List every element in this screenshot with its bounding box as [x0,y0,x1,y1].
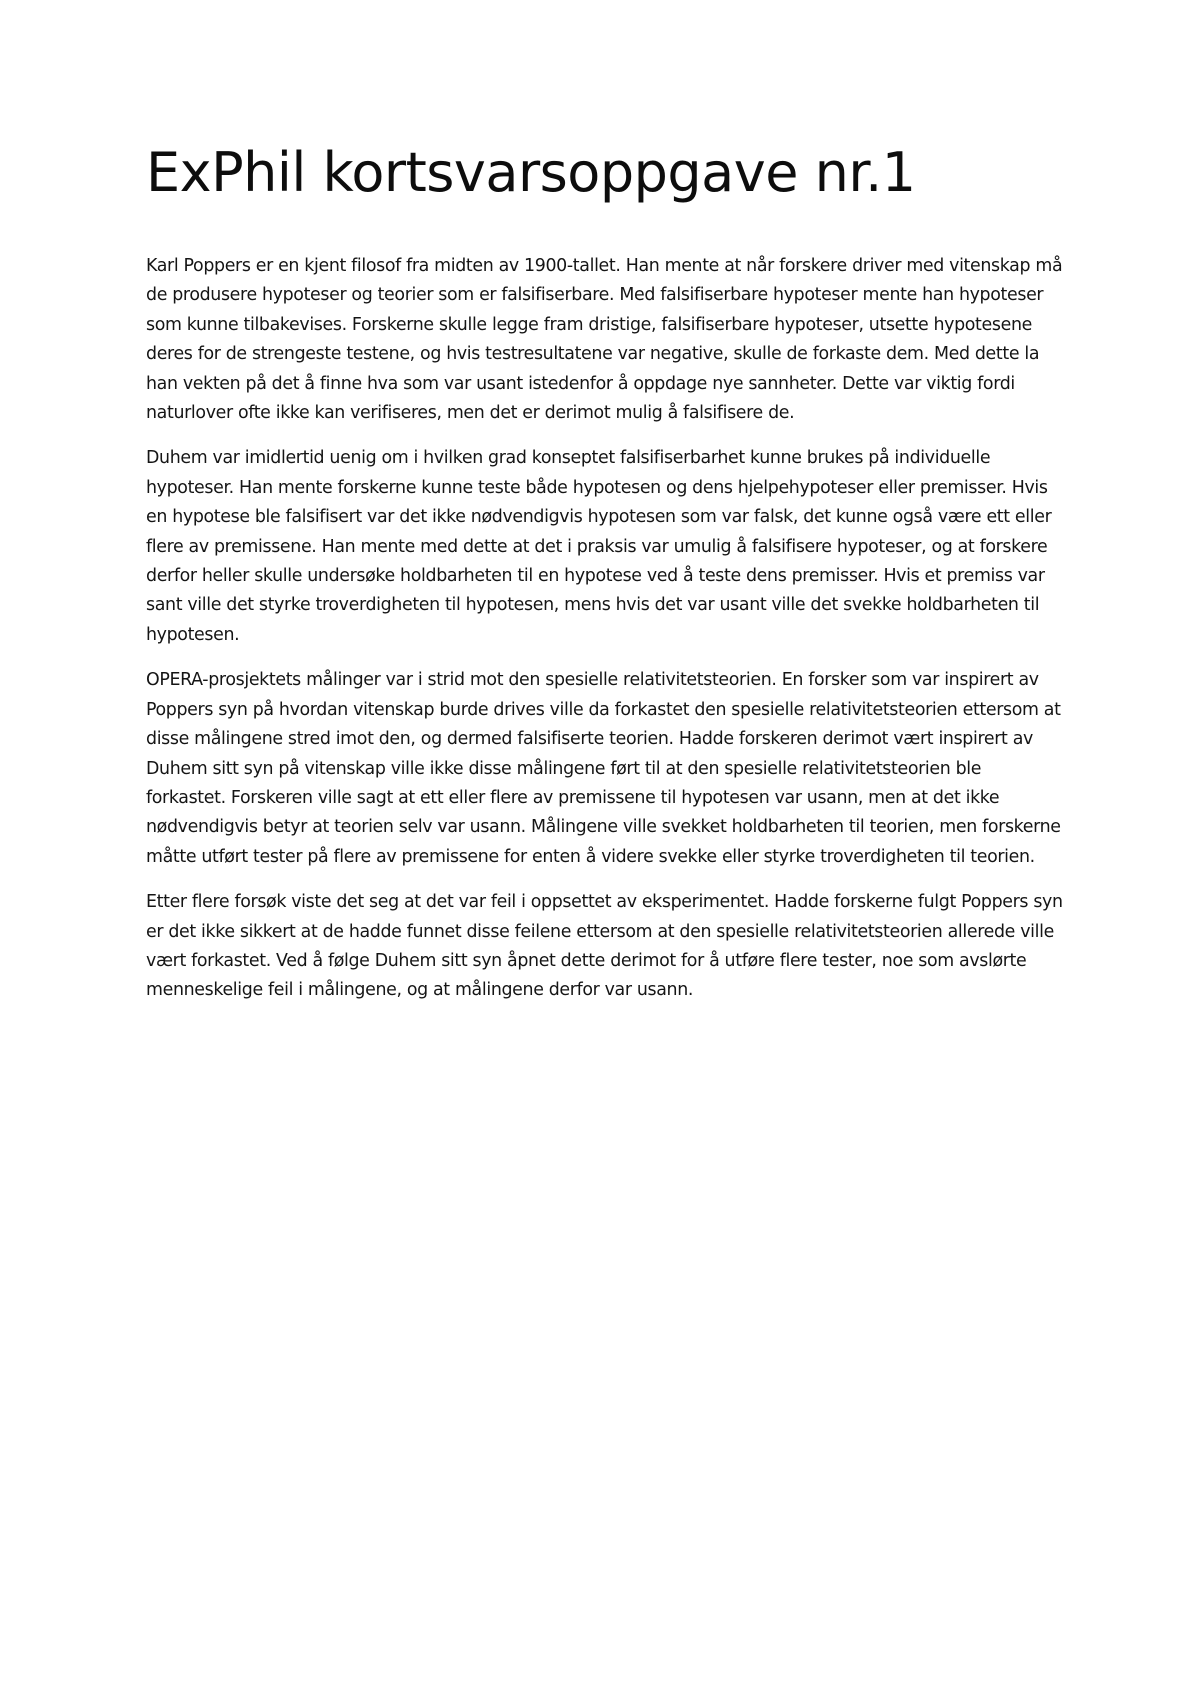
paragraph-conclusion: Etter flere forsøk viste det seg at det var feil i oppsettet av eksperimentet. Hadde forskerne fulgt Poppers syn er det ikke sikkert at de hadde funnet disse feilene ettersom at den spesielle relativitetsteorien allerede ville vært forkastet. Ved å følge Duhem sitt syn åpnet dette derimot for å utføre flere tester, noe som avslørte menneskelige feil i målingene, og at målingene derfor var usann. [146,892,1063,1001]
paragraph-opera: OPERA-prosjektets målinger var i strid mot den spesielle relativitetsteorien. En forsker som var inspirert av Poppers syn på hvordan vitenskap burde drives ville da forkastet den spesielle relativitetsteorien ettersom at disse målingene stred imot den, og dermed falsifiserte teorien. Hadde forskeren derimot vært inspirert av Duhem sitt syn på vitenskap ville ikke disse målingene ført til at den spesielle relativitetsteorien ble forkastet. Forskeren ville sagt at ett eller flere av premissene til hypotesen var usann, men at det ikke nødvendigvis betyr at teorien selv var usann. Målingene ville svekket holdbarheten til teorien, men forskerne måtte utført tester på flere av premissene for enten å videre svekke eller styrke troverdigheten til teorien. [146,670,1061,867]
paragraph-duhem: Duhem var imidlertid uenig om i hvilken grad konseptet falsifiserbarhet kunne brukes på individuelle hypoteser. Han mente forskerne kunne teste både hypotesen og dens hjelpehypoteser eller premisser. Hvis en hypotese ble falsifisert var det ikke nødvendigvis hypotesen som var falsk, det kunne også være ett eller flere av premissene. Han mente med dette at det i praksis var umulig å falsifisere hypoteser, og at forskere derfor heller skulle undersøke holdbarheten til en hypotese ved å teste dens premisser. Hvis et premiss var sant ville det styrke troverdigheten til hypotesen, mens hvis det var usant ville det svekke holdbarheten til hypotesen. [146,448,1052,645]
document-body [146,252,1066,1006]
document-content [146,138,1066,1022]
paragraph-popper: Karl Poppers er en kjent filosof fra midten av 1900-tallet. Han mente at når forskere driver med vitenskap må de produsere hypoteser og teorier som er falsifiserbare. Med falsifiserbare hypoteser mente han hypoteser som kunne tilbakevises. Forskerne skulle legge fram dristige, falsifiserbare hypoteser, utsette hypotesene deres for de strengeste testene, og hvis testresultatene var negative, skulle de forkaste dem. Med dette la han vekten på det å finne hva som var usant istedenfor å oppdage nye sannheter. Dette var viktig fordi naturlover ofte ikke kan verifiseres, men det er derimot mulig å falsifisere de. [146,256,1063,424]
document-title: ExPhil kortsvarsoppgave nr.1 [146,141,916,204]
